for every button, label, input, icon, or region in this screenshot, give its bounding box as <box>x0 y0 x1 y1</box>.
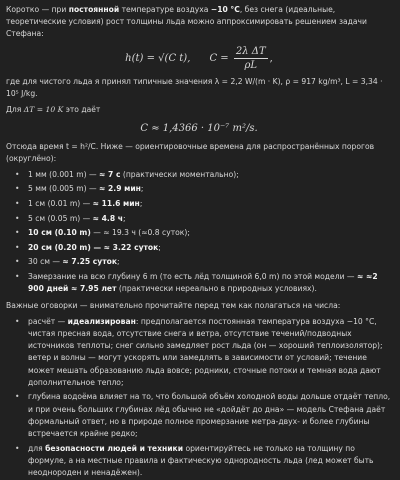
list-item: • 30 см — ≈ 7.25 суток; <box>22 255 392 270</box>
constants-paragraph: где для чистого льда я принял типичные значения λ = 2,2 W/(m · K), ρ = 917 kg/m³, L = 3,34 · 10⁵ J/kg. <box>6 76 383 98</box>
list-item: • 5 см (0.05 m) — ≈ 4.8 ч; <box>22 211 392 226</box>
text: , без снега (идеальные, теоретические условия) рост толщины льда можно аппроксимировать решением задачи Стефана: <box>6 5 367 39</box>
list-item: • Замерзание на всю глубину 6 m (то есть лёд толщиной 6,0 m) по этой модели — ≈ ≈2 900 дней ≈ 7.95 лет (практически нереально в природных условиях). <box>22 270 392 297</box>
times-list <box>6 168 392 297</box>
fraction <box>234 45 268 72</box>
math-inline: ΔT = 10 K <box>23 105 64 115</box>
list-item: • глубина водоёма влияет на то, что большой объём холодной воды дольше отдаёт тепло, и при очень больших глубинах лёд обычно не «дойдёт до дна» — модель Стефана даёт формальный ответ, но в природе полное промерзание метра-двух- и более глубины встречается крайне редко; <box>22 390 392 441</box>
list-item: • 1 см (0.01 m) — ≈ 11.6 мин; <box>22 197 392 212</box>
time-paragraph: Отсюда время t = h²/C. Ниже — ориентировочные времена для распространённых порогов (округлёно): <box>6 142 375 164</box>
caveats-title: Важные оговорки — внимательно прочитайте перед тем как полагаться на числа: <box>6 301 341 311</box>
caveats-list <box>6 315 392 480</box>
list-item: • 1 мм (0.001 m) — ≈ 7 с (практически моментально); <box>22 168 392 183</box>
list-item: • 5 мм (0.005 m) — ≈ 2.9 мин; <box>22 182 392 197</box>
text: Коротко — при <box>6 5 69 14</box>
formula-end: , <box>269 52 273 64</box>
formula-h: h(t) = √(C t), <box>125 52 191 64</box>
text: это даёт <box>63 105 101 115</box>
list-item: • для безопасности людей и техники ориентируйтесь не только на толщину по формуле, а на местные правила и фактическую однородность льда (лед может быть неоднороден и ненадёжен). <box>22 441 392 480</box>
list-item: • 20 см (0.20 m) — ≈ 3.22 суток; <box>22 241 392 256</box>
delta-paragraph <box>6 104 392 116</box>
list-item: • расчёт — идеализирован: предполагается постоянная температура воздуха −10 °C, чистая пресная вода, отсутствие снега и ветра, отсутствие течений/подводных источников теплоты; снег сильно замедляет рост льда (он — хороший теплоизолятор); ветер и волны — могут ускорять или замедлять в зависимости от условий; течение может мешать образованию льда вовсе; родники, сточные потоки и темная вода дают дополнительное тепло; <box>22 315 392 391</box>
intro-paragraph <box>6 4 392 41</box>
formula-c-left: C = <box>209 52 229 64</box>
c-value-formula <box>6 122 392 135</box>
bold-text: постоянной <box>68 5 120 14</box>
text: Для <box>6 105 24 115</box>
formula-c-value: C ≈ 1,4366 · 10⁻⁷ m²/s. <box>140 123 258 135</box>
list-item: • 10 см (0.10 m) — ≈ 19.3 ч (≈0.8 суток); <box>22 226 392 241</box>
text: температуре воздуха <box>119 5 211 14</box>
fraction-numerator: 2λ ΔT <box>235 45 266 57</box>
fraction-denominator: ρL <box>244 59 258 71</box>
bold-text: −10 °C <box>210 5 240 14</box>
stefan-formula <box>6 45 392 72</box>
